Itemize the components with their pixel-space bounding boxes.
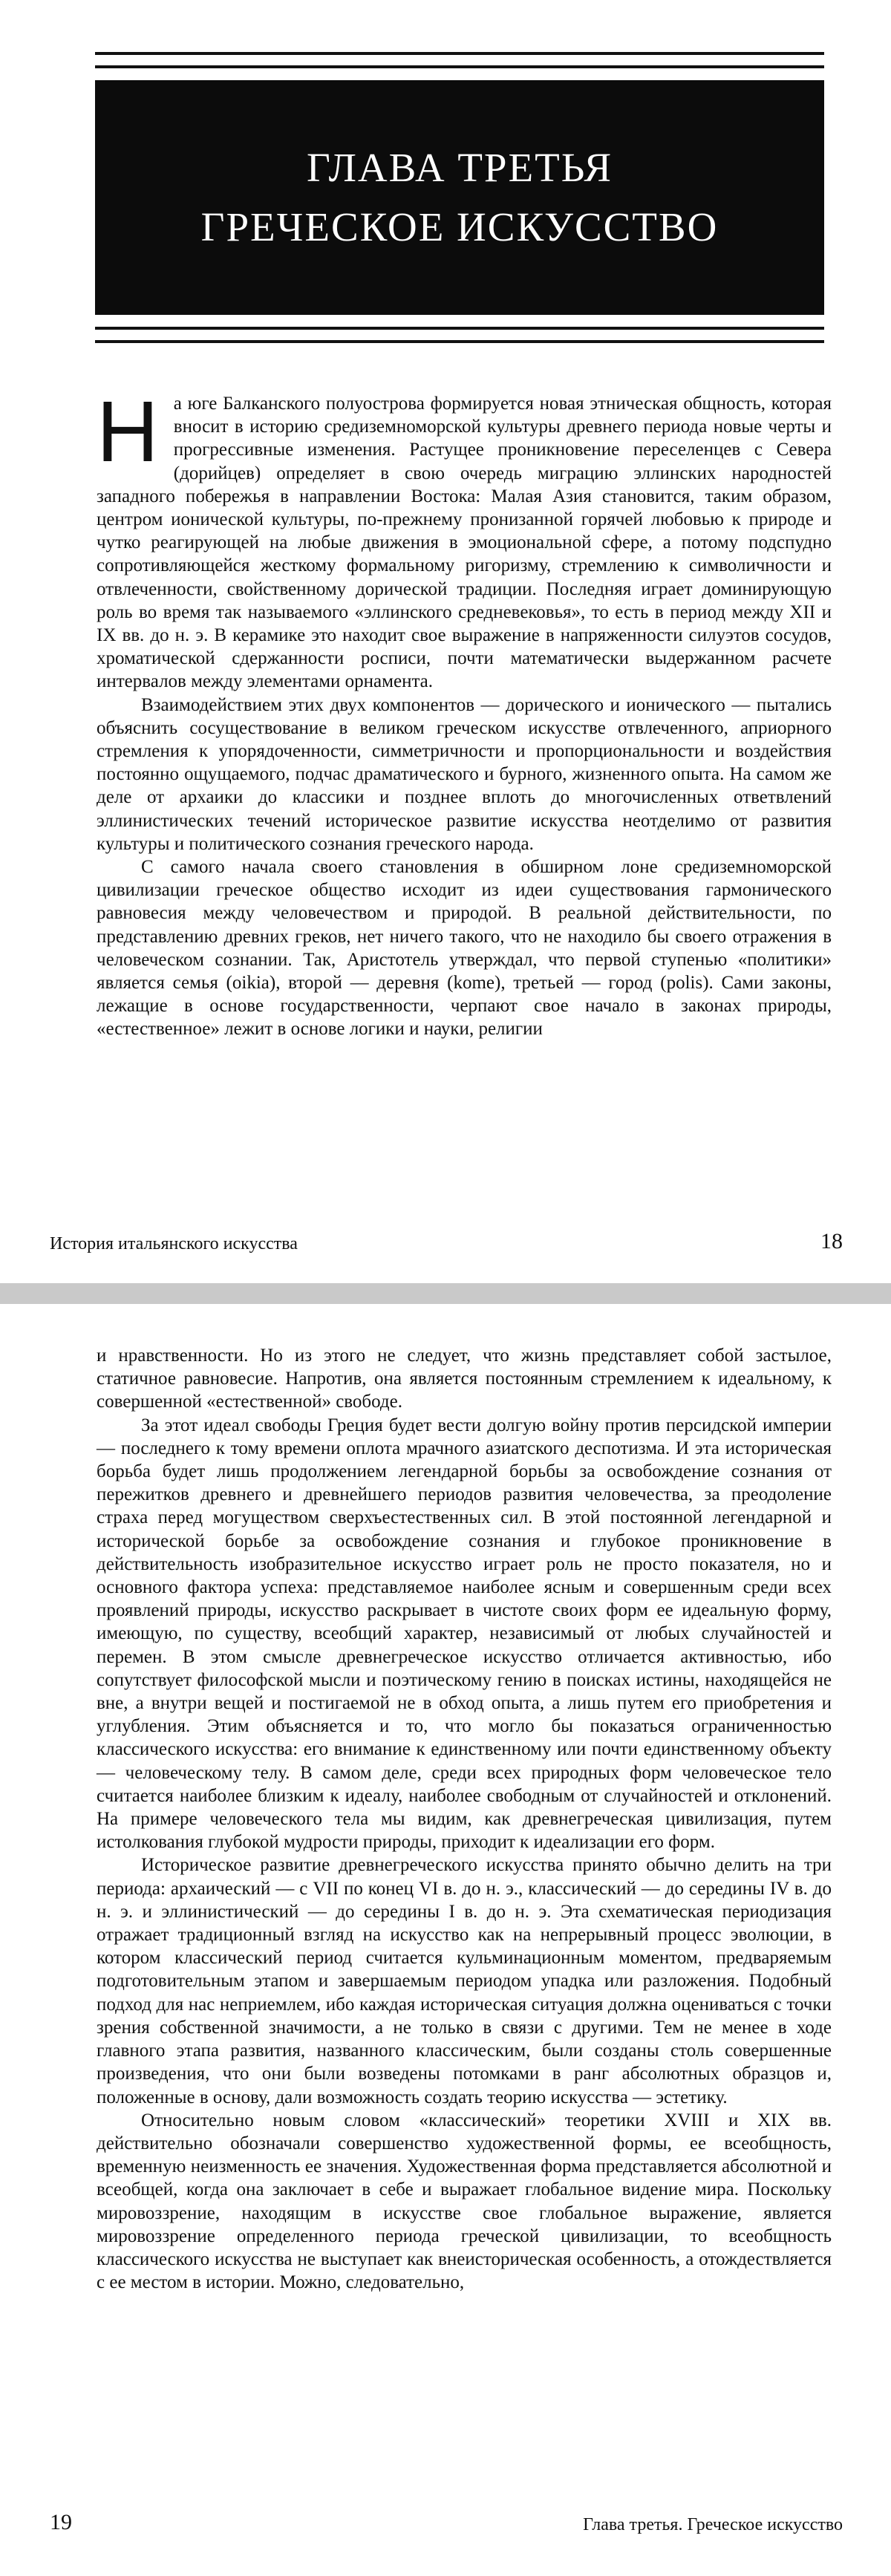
title-rule-top-outer xyxy=(95,52,824,55)
chapter-name: ГРЕЧЕСКОЕ ИСКУССТВО xyxy=(200,204,719,250)
running-title: История итальянского искусства xyxy=(50,1234,298,1253)
body-text-page-19 xyxy=(97,1344,832,2473)
paragraph: Взаимодействием этих двух компонентов — дорического и ионического — пытались объяснить сосуществование в великом греческом искусстве отвлеченного, априорного стремления к упорядоченности, симметричности и пропорциональности и воздействия постоянно ощущаемого, подчас драматического и бурного, жизненного опыта. На самом же деле от архаики до классики и позднее вплоть до многочисленных ответвлений эллинистических течений историческое развитие искусства неотделимо от развития культуры и политического сознания греческого народа. xyxy=(97,694,832,854)
running-title: Глава третья. Греческое искусство xyxy=(583,2515,843,2534)
paragraph-text: а юге Балканского полуострова формируется новая этническая общность, которая вносит в историю средиземноморской культуры древнего периода новые черты и прогрессивные изменения. Растущее проникновение переселенцев с Севера (дорийцев) определяет в свою очередь миграцию эллинских народностей западного побережья в направлении Востока: Малая Азия становится, таким образом, центром ионической культуры, по-прежнему пронизанной горячей любовью к природе и чутко реагирующей на любые движения в эмоциональной сфере, а потому подспудно сопротивляющейся жесткому формальному ригоризму, стремлению к символичности и отвлеченности, свойственному дорической традиции. Последняя играет доминирующую роль во время так называемого «эллинского средневековья», то есть в период между XII и IX вв. до н. э. В керамике это находит свое выражение в напряженности силуэтов сосудов, хроматической сдержанности росписи, почти математически выдержанном расчете интервалов между элементами орнамента. xyxy=(97,394,832,692)
paragraph: С самого начала своего становления в обширном лоне средиземноморской цивилизации греческое общество исходит из идеи существования гармонического равновесия между человечеством и природой. В реальной действительности, по представлению древних греков, нет ничего такого, что не находило бы своего отражения в человеческом сознании. Так, Аристотель утверждал, что первой ступенью «политики» является семья (oikia), второй — деревня (kome), третьей — город (polis). Сами законы, лежащие в основе государственности, черпают свое начало в законах природы, «естественное» лежит в основе логики и науки, религии xyxy=(97,857,832,1040)
page-number: 19 xyxy=(50,2510,72,2534)
paragraph xyxy=(97,383,832,694)
drop-cap: Н xyxy=(97,383,159,480)
page-19 xyxy=(0,1304,891,2576)
title-rule-top-inner xyxy=(95,65,824,68)
title-rule-bottom-inner xyxy=(95,327,824,330)
title-rule-bottom-outer xyxy=(95,340,824,343)
body-text-page-18 xyxy=(97,383,832,1164)
page-18 xyxy=(0,0,891,1283)
paragraph: За этот идеал свободы Греция будет вести долгую войну против персидской империи — последнего к тому времени оплота мрачного азиатского деспотизма. И эта историческая борьба будет лишь продолжением легендарной борьбы за освобождение сознания от пережитков древнего и древнейшего периодов развития человечества, за преодоление страха перед могуществом сверхъестественных сил. В этой постоянной легендарной и исторической борьбе за освобождение сознания и глубокое проникновение в действительность изобразительное искусство играет роль не просто показателя, но и основного фактора успеха: представляемое наиболее ясным и совершенным среди всех проявлений природы, искусство раскрывает в чистоте своих форм ее идеальную форму, имеющую, по существу, всеобщий характер, независимый от любых случайностей и перемен. В этом смысле древнегреческое искусство отличается активностью, ибо сопутствует философской мысли и поэтическому гению в поисках истины, находящейся не вне, а внутри вещей и постигаемой не в обход опыта, а лишь путем его приобретения и углубления. Этим объясняется и то, что могло бы показаться ограниченностью классического искусства: его внимание к единственному или почти единственному объекту — человеческому телу. В самом деле, среди всех природных форм человеческое тело считается наиболее близким к идеалу, наиболее свободным от случайностей и отклонений. На примере человеческого тела мы видим, как древнегреческая цивилизация, путем истолкования глубокой мудрости природы, приходит к идеализации его форм. xyxy=(97,1415,832,1853)
page-separator xyxy=(0,1283,891,1304)
chapter-number: ГЛАВА ТРЕТЬЯ xyxy=(306,145,613,190)
paragraph: Историческое развитие древнегреческого искусства принято обычно делить на три периода: архаический — с VII по конец VI в. до н. э., классический — до середины IV в. до н. э. и эллинистический — до середины I в. до н. э. Эта схематическая периодизация отражает традиционный взгляд на искусство как на непрерывный процесс эволюции, в котором классический период считается кульминационным моментом, предваряемым подготовительным этапом и завершаемым периодом упадка или разложения. Подобный подход для нас неприемлем, ибо каждая историческая ситуация должна оцениваться с точки зрения собственной значимости, а не только в связи с другими. Тем не менее в ходе главного этапа развития, названного классическим, были созданы столь совершенные произведения, что они были возведены потомками в ранг абсолютных образцов и, положенные в основу, дали возможность создать теорию искусства — эстетику. xyxy=(97,1855,832,2107)
paragraph: Относительно новым словом «классический» теоретики XVIII и XIX вв. действительно обозначали совершенство художественной формы, ее всеобщность, временную неизменность ее значения. Художественная форма представляется абсолютной и всеобщей, когда она заключает в себе и выражает глобальное видение мира. Поскольку мировоззрение, находящим в искусстве свое глобальное выражение, является мировоззрение определенного периода греческой цивилизации, то всеобщность классического искусства не выступает как внеисторическая особенность, а отождествляется с ее местом в истории. Можно, следовательно, xyxy=(97,2110,832,2293)
chapter-title-box xyxy=(95,80,824,315)
chapter-title-frame xyxy=(95,52,824,343)
page-number: 18 xyxy=(820,1229,843,1253)
paragraph: и нравственности. Но из этого не следует, что жизнь представляет собой застылое, статичное равновесие. Напротив, она является постоянным стремлением к идеальному, к совершенной «естественной» свободе. xyxy=(97,1346,832,1412)
